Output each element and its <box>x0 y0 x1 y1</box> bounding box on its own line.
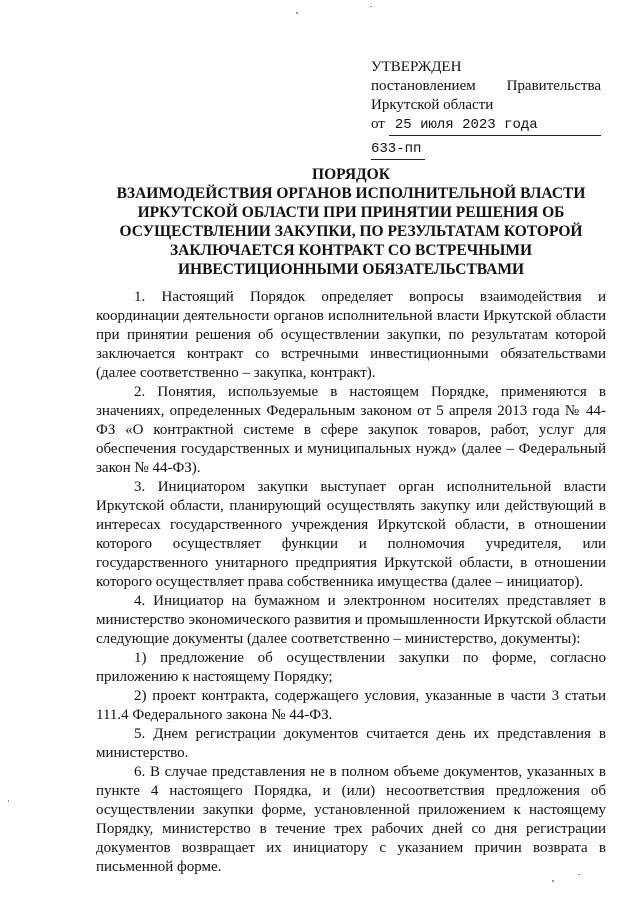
approval-stamp <box>371 58 601 160</box>
title-line-5: ЗАКЛЮЧАЕТСЯ КОНТРАКТ СО ВСТРЕЧНЫМИ <box>169 242 533 259</box>
title-line-3: ИРКУТСКОЙ ОБЛАСТИ ПРИ ПРИНЯТИИ РЕШЕНИЯ ОБ <box>137 204 565 221</box>
title-line-1: ПОРЯДОК <box>312 166 390 183</box>
title-line-2: ВЗАИМОДЕЙСТВИЯ ОРГАНОВ ИСПОЛНИТЕЛЬНОЙ ВЛАСТИ <box>116 185 586 202</box>
paragraph-2: 2. Понятия, используемые в настоящем Порядке, применяются в значениях, определенных Федеральным законом от 5 апреля 2013 года № 44-ФЗ «О контрактной системе в сфере закупок товаров, работ, услуг для обеспечения государственных и муниципальных нужд» (далее – Федеральный закон № 44-ФЗ). <box>96 384 606 476</box>
document-title <box>96 165 606 279</box>
document-body <box>96 288 606 877</box>
paragraph-5: 5. Днем регистрации документов считается день их представления в министерство. <box>96 726 606 761</box>
approval-date-row <box>371 115 601 136</box>
scan-speck <box>296 12 298 14</box>
scan-speck <box>8 800 9 802</box>
scan-speck <box>578 874 580 875</box>
title-line-4: ОСУЩЕСТВЛЕНИИ ЗАКУПКИ, ПО РЕЗУЛЬТАТАМ КОТОРОЙ <box>119 223 583 240</box>
approved-by <box>371 77 601 96</box>
approval-number: 633-пп <box>371 140 425 160</box>
date-prefix: от <box>371 116 385 132</box>
approved-by-part2: Правительства <box>506 78 601 94</box>
approval-date: 25 июля 2023 года <box>389 116 601 136</box>
paragraph-3: 3. Инициатором закупки выступает орган исполнительной власти Иркутской области, планирующий осуществлять закупку или действующий в интересах государственного учреждения Иркутской области, в отношении которого осуществляет функции и полномочия учредителя, или государственного унитарного предприятия Иркутской области, в отношении которого осуществляет права собственника имущества (далее – инициатор). <box>96 479 606 590</box>
paragraph-4-item-2: 2) проект контракта, содержащего условия, указанные в части 3 статьи 111.4 Федерального закона № 44-ФЗ. <box>96 688 606 723</box>
approved-by-part1: постановлением <box>371 78 476 94</box>
paragraph-1: 1. Настоящий Порядок определяет вопросы взаимодействия и координации деятельности органов исполнительной власти Иркутской области при принятии решения об осуществлении закупки, по результатам которой заключается контракт со встречными инвестиционными обязательствами (далее соответственно – закупка, контракт). <box>96 289 606 381</box>
approved-region: Иркутской области <box>371 97 494 113</box>
scan-speck <box>370 6 372 7</box>
scan-speck <box>552 880 554 882</box>
title-line-6: ИНВЕСТИЦИОННЫМИ ОБЯЗАТЕЛЬСТВАМИ <box>177 261 525 278</box>
approved-label: УТВЕРЖДЕН <box>371 59 462 75</box>
paragraph-4: 4. Инициатор на бумажном и электронном носителях представляет в министерство экономического развития и промышленности Иркутской области следующие документы (далее соответственно – министерство, документы): <box>96 593 606 647</box>
paragraph-6: 6. В случае представления не в полном объеме документов, указанных в пункте 4 настоящего Порядка, и (или) несоответствия предложения об осуществлении закупки форме, установленной приложением к настоящему Порядку, министерство в течение трех рабочих дней со дня регистрации документов возвращает их инициатору с указанием причин возврата в письменной форме. <box>96 764 606 875</box>
paragraph-4-item-1: 1) предложение об осуществлении закупки по форме, согласно приложению к настоящему Порядку; <box>96 650 606 685</box>
